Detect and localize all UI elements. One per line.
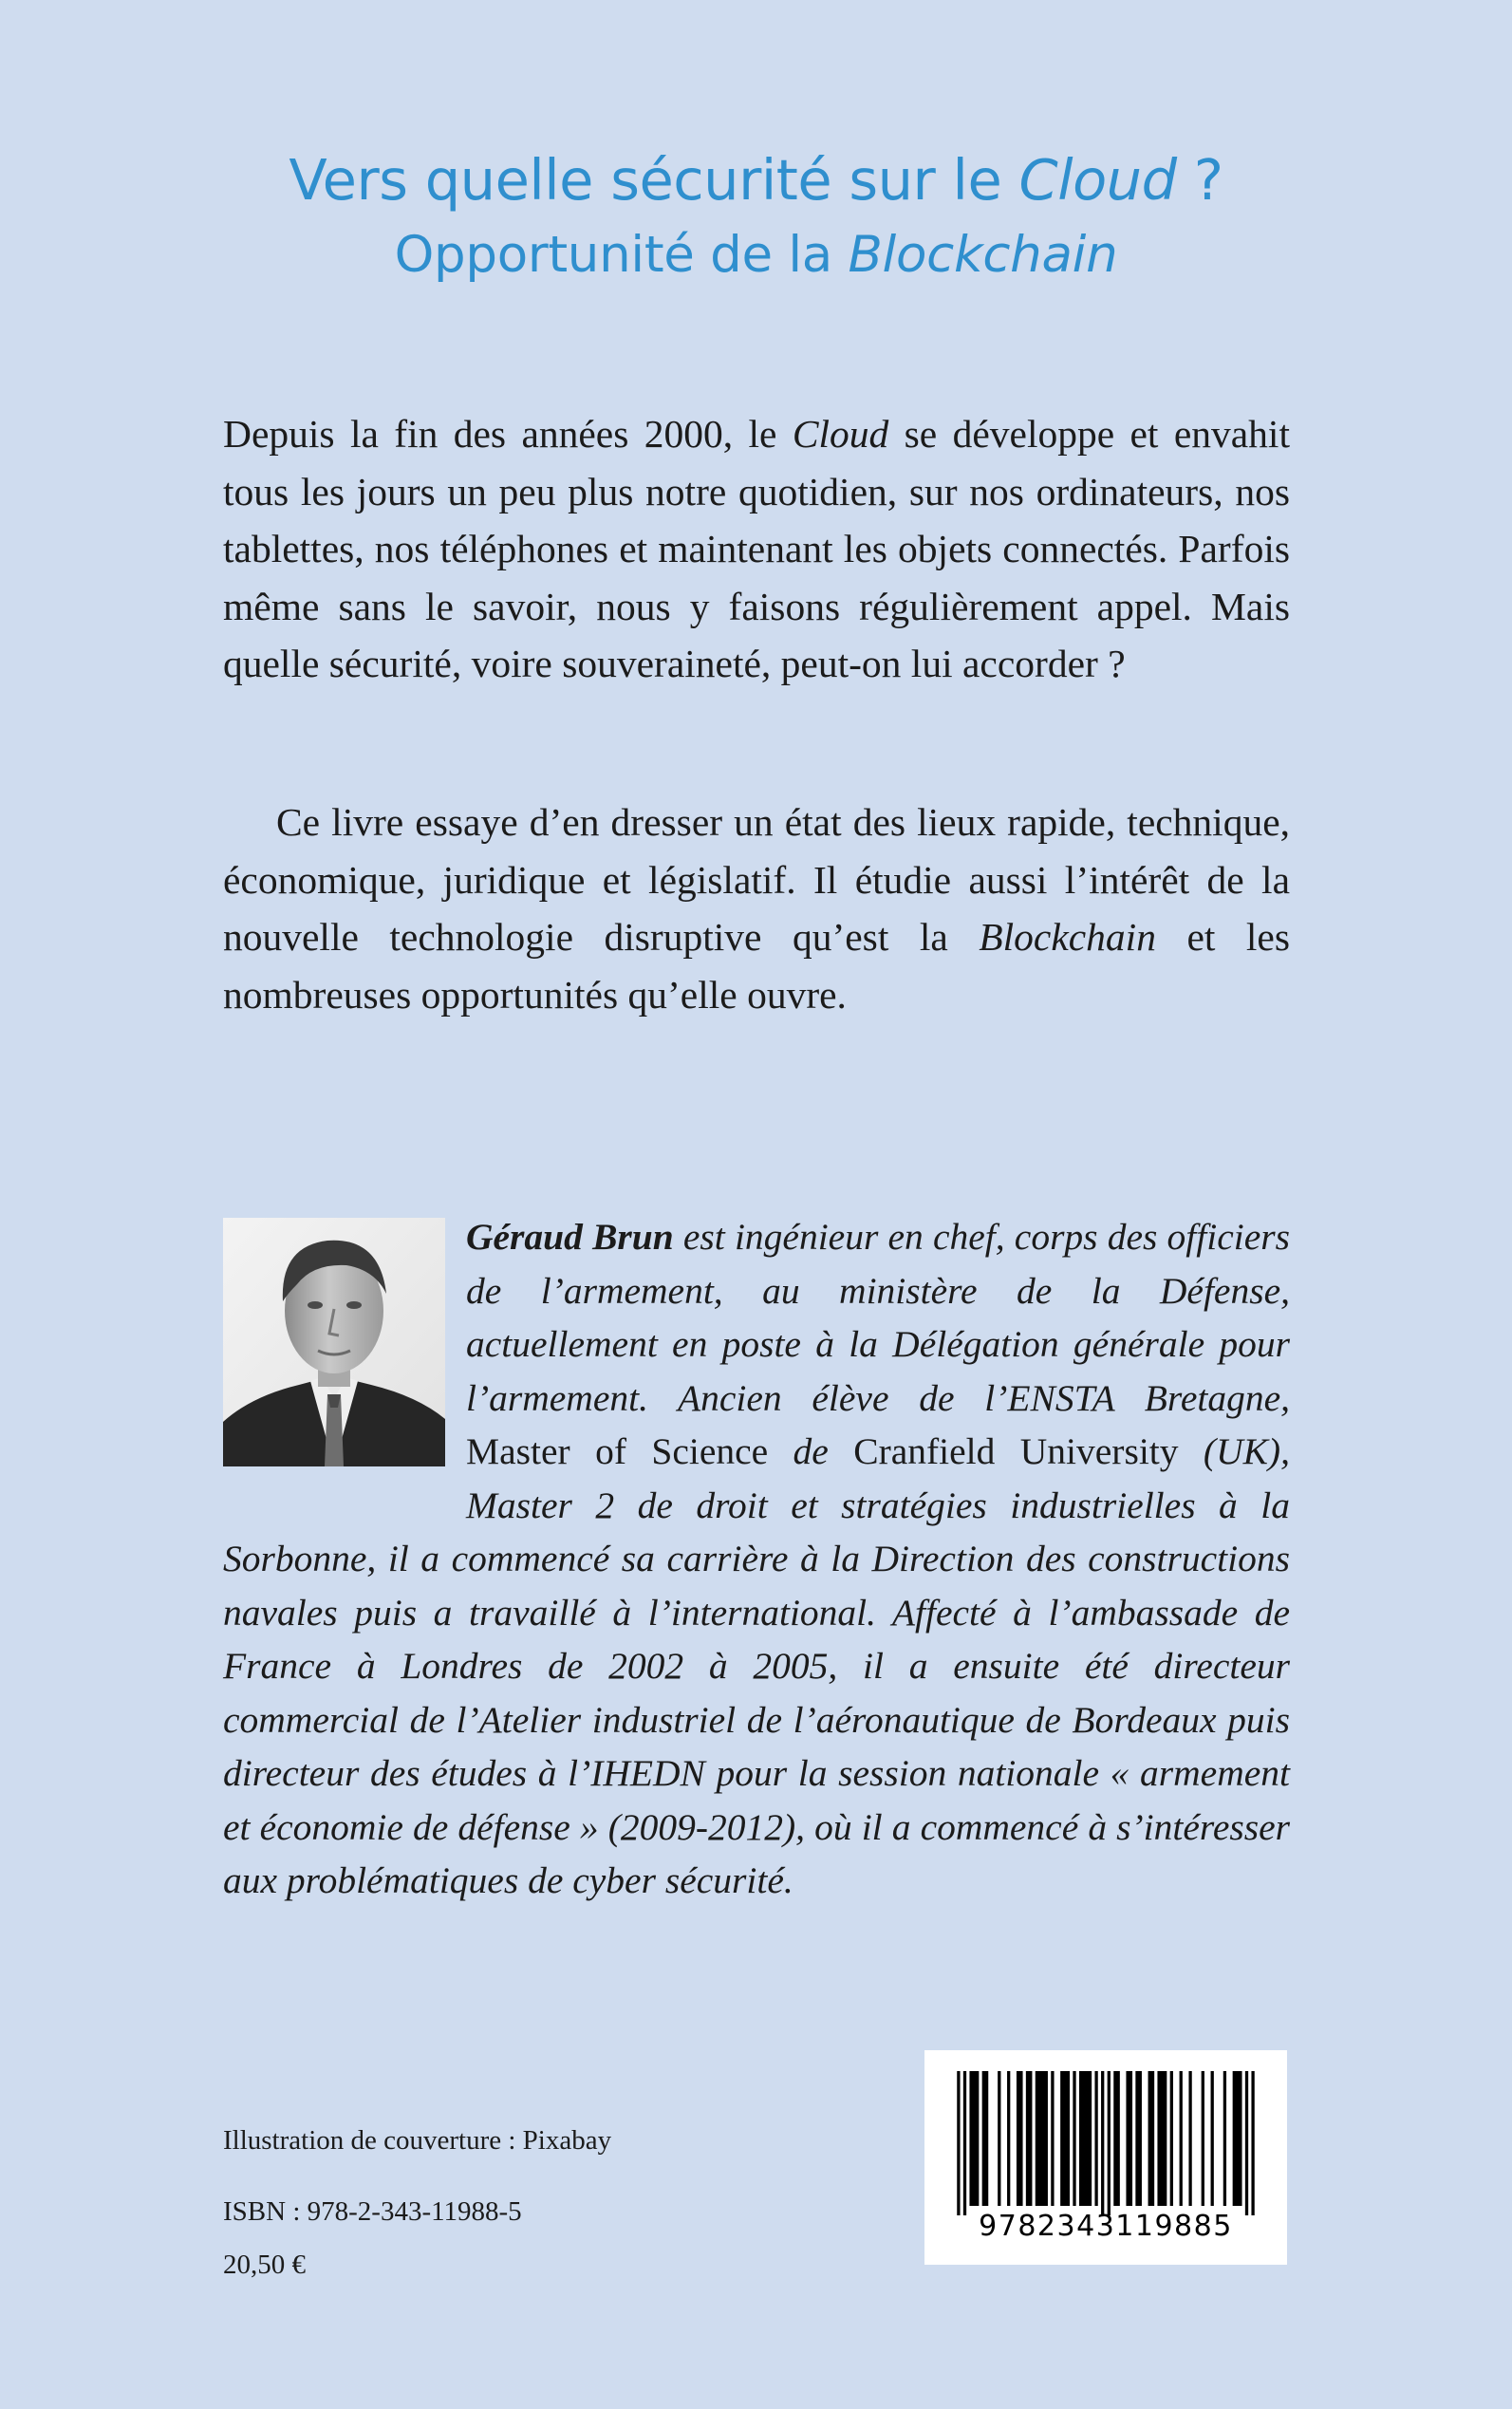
bio-upright-b: Cranfield University [853,1430,1179,1472]
para1-text-a: Depuis la fin des années 2000, le [223,412,793,456]
illustration-credit: Illustration de couverture : Pixabay [223,2125,612,2156]
subtitle-italic: Blockchain [848,226,1118,284]
barcode-bar [1036,2071,1048,2206]
barcode-bar [1211,2071,1214,2206]
bio-text-b: de [768,1430,854,1472]
bio-upright-a: Master of Science [466,1430,769,1472]
barcode-digits: 9782343119885 [979,2210,1233,2243]
para1-text-b: se développe et envahit tous les jours un peu plus notre quotidien, sur nos ordinateurs, nos tablettes, nos téléphones et maintenant les objets connectés. Parfois même sans le savoir, nous y faisons régulièrement appel. Mais quelle sécurité, voire souveraineté, peut-on lui accorder ? [223,412,1290,685]
barcode-bar [1073,2071,1075,2206]
title-main-italic: Cloud [1018,147,1177,213]
para2-italic: Blockchain [979,915,1156,959]
barcode-bar [957,2071,960,2215]
barcode-bar [1079,2071,1092,2206]
barcode-bar [1233,2071,1242,2206]
para2-text-a: Ce livre essaye d’en dresser un état des lieux rapide, technique, économique, juridique et législatif. Il étudie aussi l’intérêt de la nouvelle technologie disruptive qu’est la [223,800,1290,959]
barcode [924,2050,1287,2265]
barcode-bar [998,2071,1000,2206]
barcode-bar [1113,2071,1120,2206]
author-biography [223,1210,1290,1908]
bio-text-c: (UK), Master 2 de droit et stratégies industrielles à la Sorbonne, il a commencé sa carrière à la Direction des constructions navales puis a travaillé à l’international. Affecté à l’ambassade de France à Londres de 2002 à 2005, il a ensuite été directeur commercial de l’Atelier industriel de l’aéronautique de Bordeaux puis directeur des études à l’IHEDN pour la session nationale « armement et économie de défense » (2009-2012), où il a commencé à s’intéresser aux problématiques de cyber sécurité. [223,1430,1290,1901]
barcode-bar [1017,2071,1023,2206]
summary-paragraph-1 [223,405,1290,693]
barcode-bar [963,2071,966,2215]
para1-italic: Cloud [792,412,889,456]
photo-spacer [223,1210,466,1531]
barcode-bar [1126,2071,1132,2206]
barcode-bar [1094,2071,1097,2206]
barcode-bar [1223,2071,1226,2206]
summary-paragraph-2 [223,794,1290,1023]
title-main-suffix: ? [1176,147,1223,213]
barcode-bar [1148,2071,1155,2206]
barcode-bar [982,2071,989,2206]
barcode-bar [969,2071,979,2206]
title-main-text: Vers quelle sécurité sur le [289,147,1019,213]
barcode-bar [1157,2071,1167,2206]
barcode-bar [1251,2071,1254,2215]
barcode-bar [1060,2071,1070,2206]
price-label: 20,50 € [223,2250,306,2280]
title-main [0,140,1512,220]
barcode-bar [1245,2071,1248,2215]
barcode-bar [1170,2071,1173,2206]
bio-text-a: est ingénieur en chef, corps des officiers de l’armement, au ministère de la Défense, actuellement en poste à la Délégation générale pour l’armement. Ancien élève de l’ENSTA Bretagne, [466,1216,1291,1419]
isbn-label: ISBN : 978-2-343-11988-5 [223,2196,522,2227]
author-name: Géraud Brun [466,1216,674,1258]
barcode-bar [1108,2071,1111,2215]
barcode-bar [1188,2071,1191,2206]
barcode-bar [1007,2071,1010,2206]
barcode-bar [1180,2071,1183,2206]
barcode-bar [1135,2071,1142,2206]
barcode-bar [1026,2071,1033,2206]
book-title [0,140,1512,290]
para2-text-b: et les nombreuses opportunités qu’elle ouvre. [223,915,1290,1017]
subtitle-text: Opportunité de la [394,226,849,284]
barcode-bar [1202,2071,1204,2206]
barcode-bar [1051,2071,1054,2206]
title-subtitle [0,220,1512,290]
barcode-bar [1101,2071,1104,2215]
